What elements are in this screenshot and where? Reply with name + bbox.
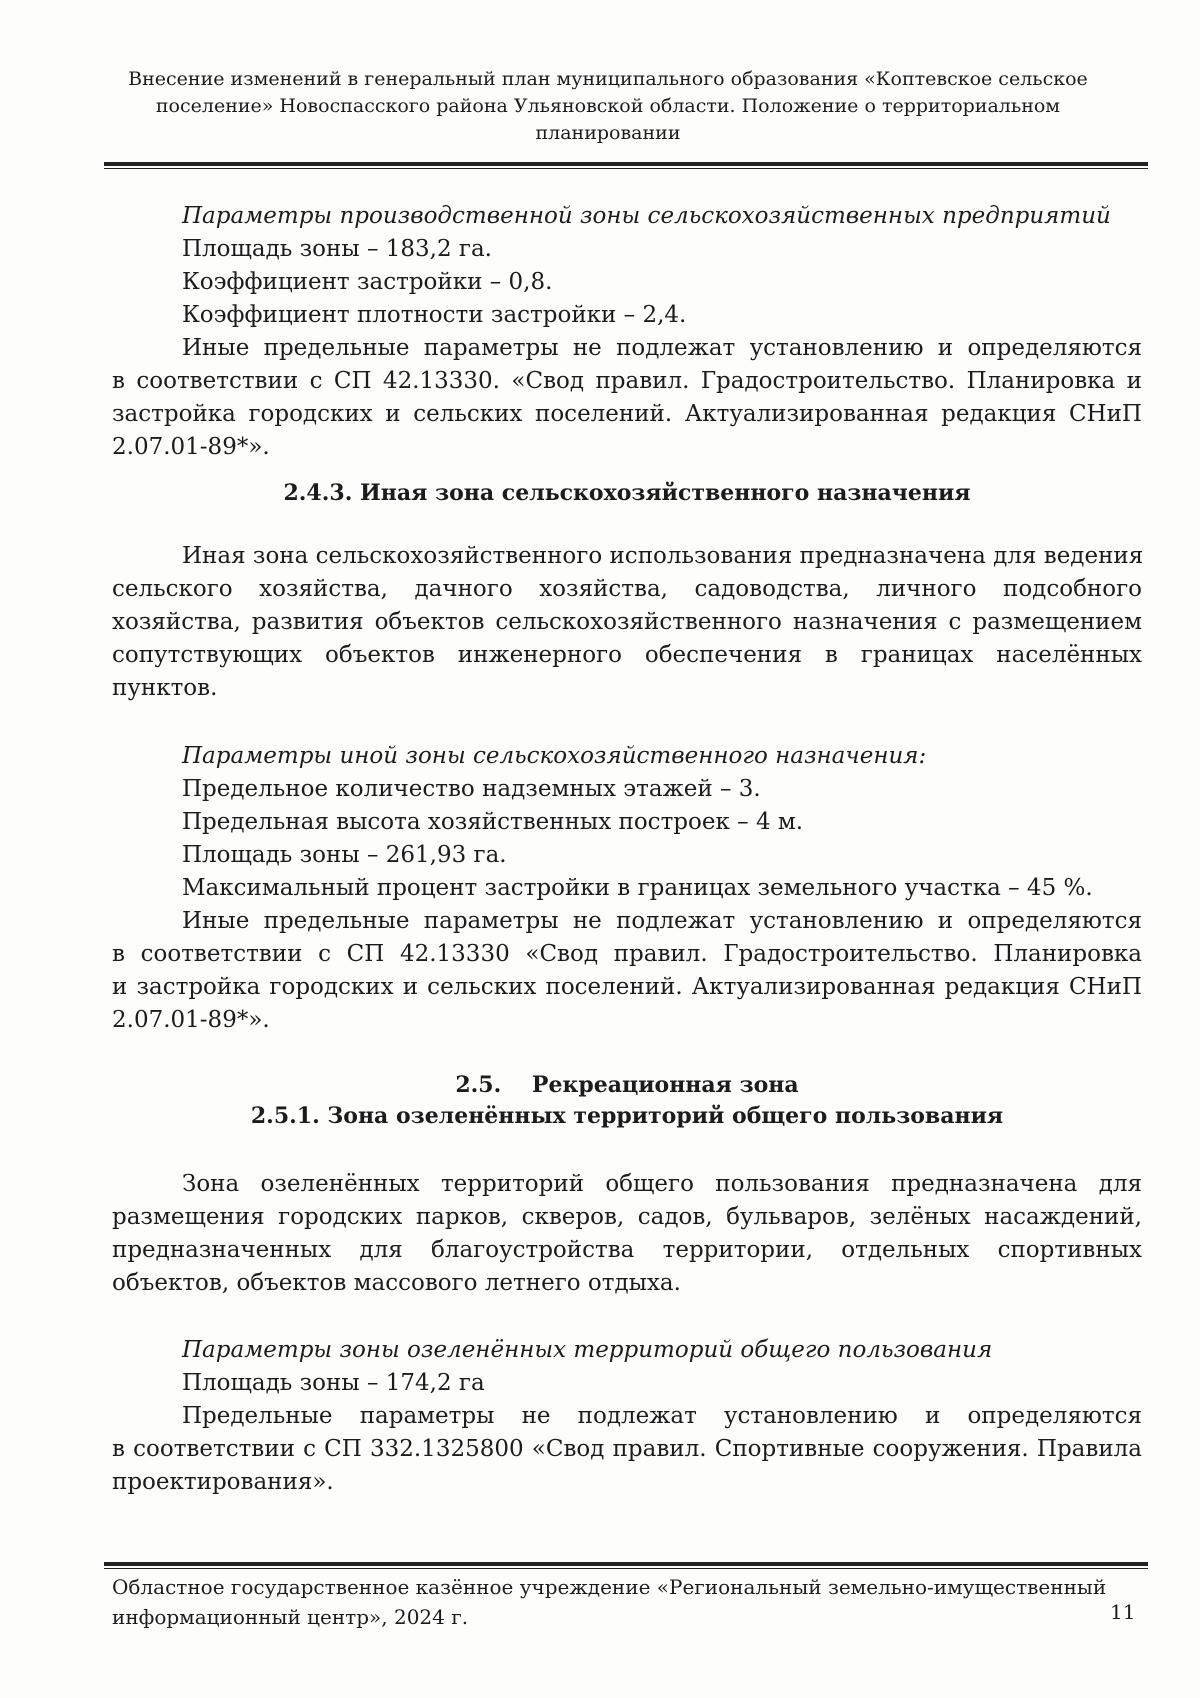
- document-footer: [112, 1572, 1112, 1632]
- section-other-agri-zone-description: [112, 540, 1142, 705]
- note-line: 2.07.01-89*».: [112, 434, 270, 460]
- note-line: Предельные параметры не подлежат установлению и определяются: [182, 1403, 1142, 1429]
- footer-line: информационный центр», 2024 г.: [112, 1605, 469, 1629]
- note-line: в соответствии с СП 42.13330. «Свод правил. Градостроительство. Планировка и: [112, 368, 1142, 394]
- param-item: Площадь зоны – 174,2 га: [182, 1370, 485, 1396]
- param-item: Коэффициент плотности застройки – 2,4.: [182, 302, 687, 328]
- note-line: застройка городских и сельских поселений. Актуализированная редакция СНиП: [112, 401, 1142, 427]
- note-line: в соответствии с СП 42.13330 «Свод правил. Градостроительство. Планировка: [112, 941, 1142, 967]
- param-item: Площадь зоны – 261,93 га.: [182, 842, 507, 868]
- document-header: [118, 66, 1098, 147]
- paragraph-line: объектов, объектов массового летнего отдыха.: [112, 1270, 681, 1296]
- note-line: Иные предельные параметры не подлежат установлению и определяются: [182, 908, 1142, 934]
- paragraph-line: предназначенных для благоустройства территории, отдельных спортивных: [112, 1237, 1142, 1263]
- section-heading-2-5: [112, 1070, 1142, 1132]
- params-title: Параметры иной зоны сельскохозяйственного назначения:: [182, 743, 927, 769]
- header-line: планировании: [535, 122, 681, 144]
- params-title: Параметры производственной зоны сельскохозяйственных предприятий: [182, 203, 1111, 229]
- paragraph-line: Зона озеленённых территорий общего пользования предназначена для: [182, 1171, 1142, 1197]
- section-green-zone-params: [112, 1334, 1142, 1499]
- note-line: проектирования».: [112, 1469, 334, 1495]
- param-item: Коэффициент застройки – 0,8.: [182, 269, 553, 295]
- param-item: Предельное количество надземных этажей – 3.: [182, 776, 761, 802]
- header-line: поселение» Новоспасского района Ульяновской области. Положение о территориальном: [155, 95, 1061, 117]
- section-heading-2-4-3: 2.4.3. Иная зона сельскохозяйственного назначения: [283, 480, 971, 506]
- params-title: Параметры зоны озеленённых территорий общего пользования: [182, 1337, 993, 1363]
- paragraph-line: пунктов.: [112, 675, 218, 701]
- footer-line: Областное государственное казённое учреждение «Региональный земельно-имущественный: [112, 1575, 1107, 1599]
- param-item: Максимальный процент застройки в границах земельного участка – 45 %.: [182, 875, 1093, 901]
- header-divider: [104, 162, 1148, 166]
- heading-main: 2.5. Рекреационная зона: [455, 1072, 799, 1098]
- section-other-agri-zone-params: [112, 740, 1142, 1037]
- section-green-zone-description: [112, 1168, 1142, 1300]
- paragraph-line: размещения городских парков, скверов, садов, бульваров, зелёных насаждений,: [112, 1204, 1142, 1230]
- paragraph-line: сельского хозяйства, дачного хозяйства, садоводства, личного подсобного: [112, 576, 1142, 602]
- header-line: Внесение изменений в генеральный план муниципального образования «Коптевское сельское: [128, 68, 1088, 90]
- section-production-zone-params: [112, 200, 1142, 464]
- paragraph-line: сопутствующих объектов инженерного обеспечения в границах населённых: [112, 642, 1142, 668]
- page-number: 11: [1110, 1600, 1136, 1624]
- paragraph-line: хозяйства, развития объектов сельскохозяйственного назначения с размещением: [112, 609, 1142, 635]
- note-line: и застройка городских и сельских поселений. Актуализированная редакция СНиП: [112, 974, 1142, 1000]
- param-item: Предельная высота хозяйственных построек – 4 м.: [182, 809, 804, 835]
- paragraph-line: Иная зона сельскохозяйственного использования предназначена для ведения: [182, 543, 1144, 569]
- note-line: 2.07.01-89*».: [112, 1007, 270, 1033]
- param-item: Площадь зоны – 183,2 га.: [182, 236, 492, 262]
- heading-sub: 2.5.1. Зона озеленённых территорий общего пользования: [250, 1103, 1004, 1129]
- note-line: Иные предельные параметры не подлежат установлению и определяются: [182, 335, 1142, 361]
- note-line: в соответствии с СП 332.1325800 «Свод правил. Спортивные сооружения. Правила: [112, 1436, 1142, 1462]
- footer-divider: [104, 1562, 1148, 1566]
